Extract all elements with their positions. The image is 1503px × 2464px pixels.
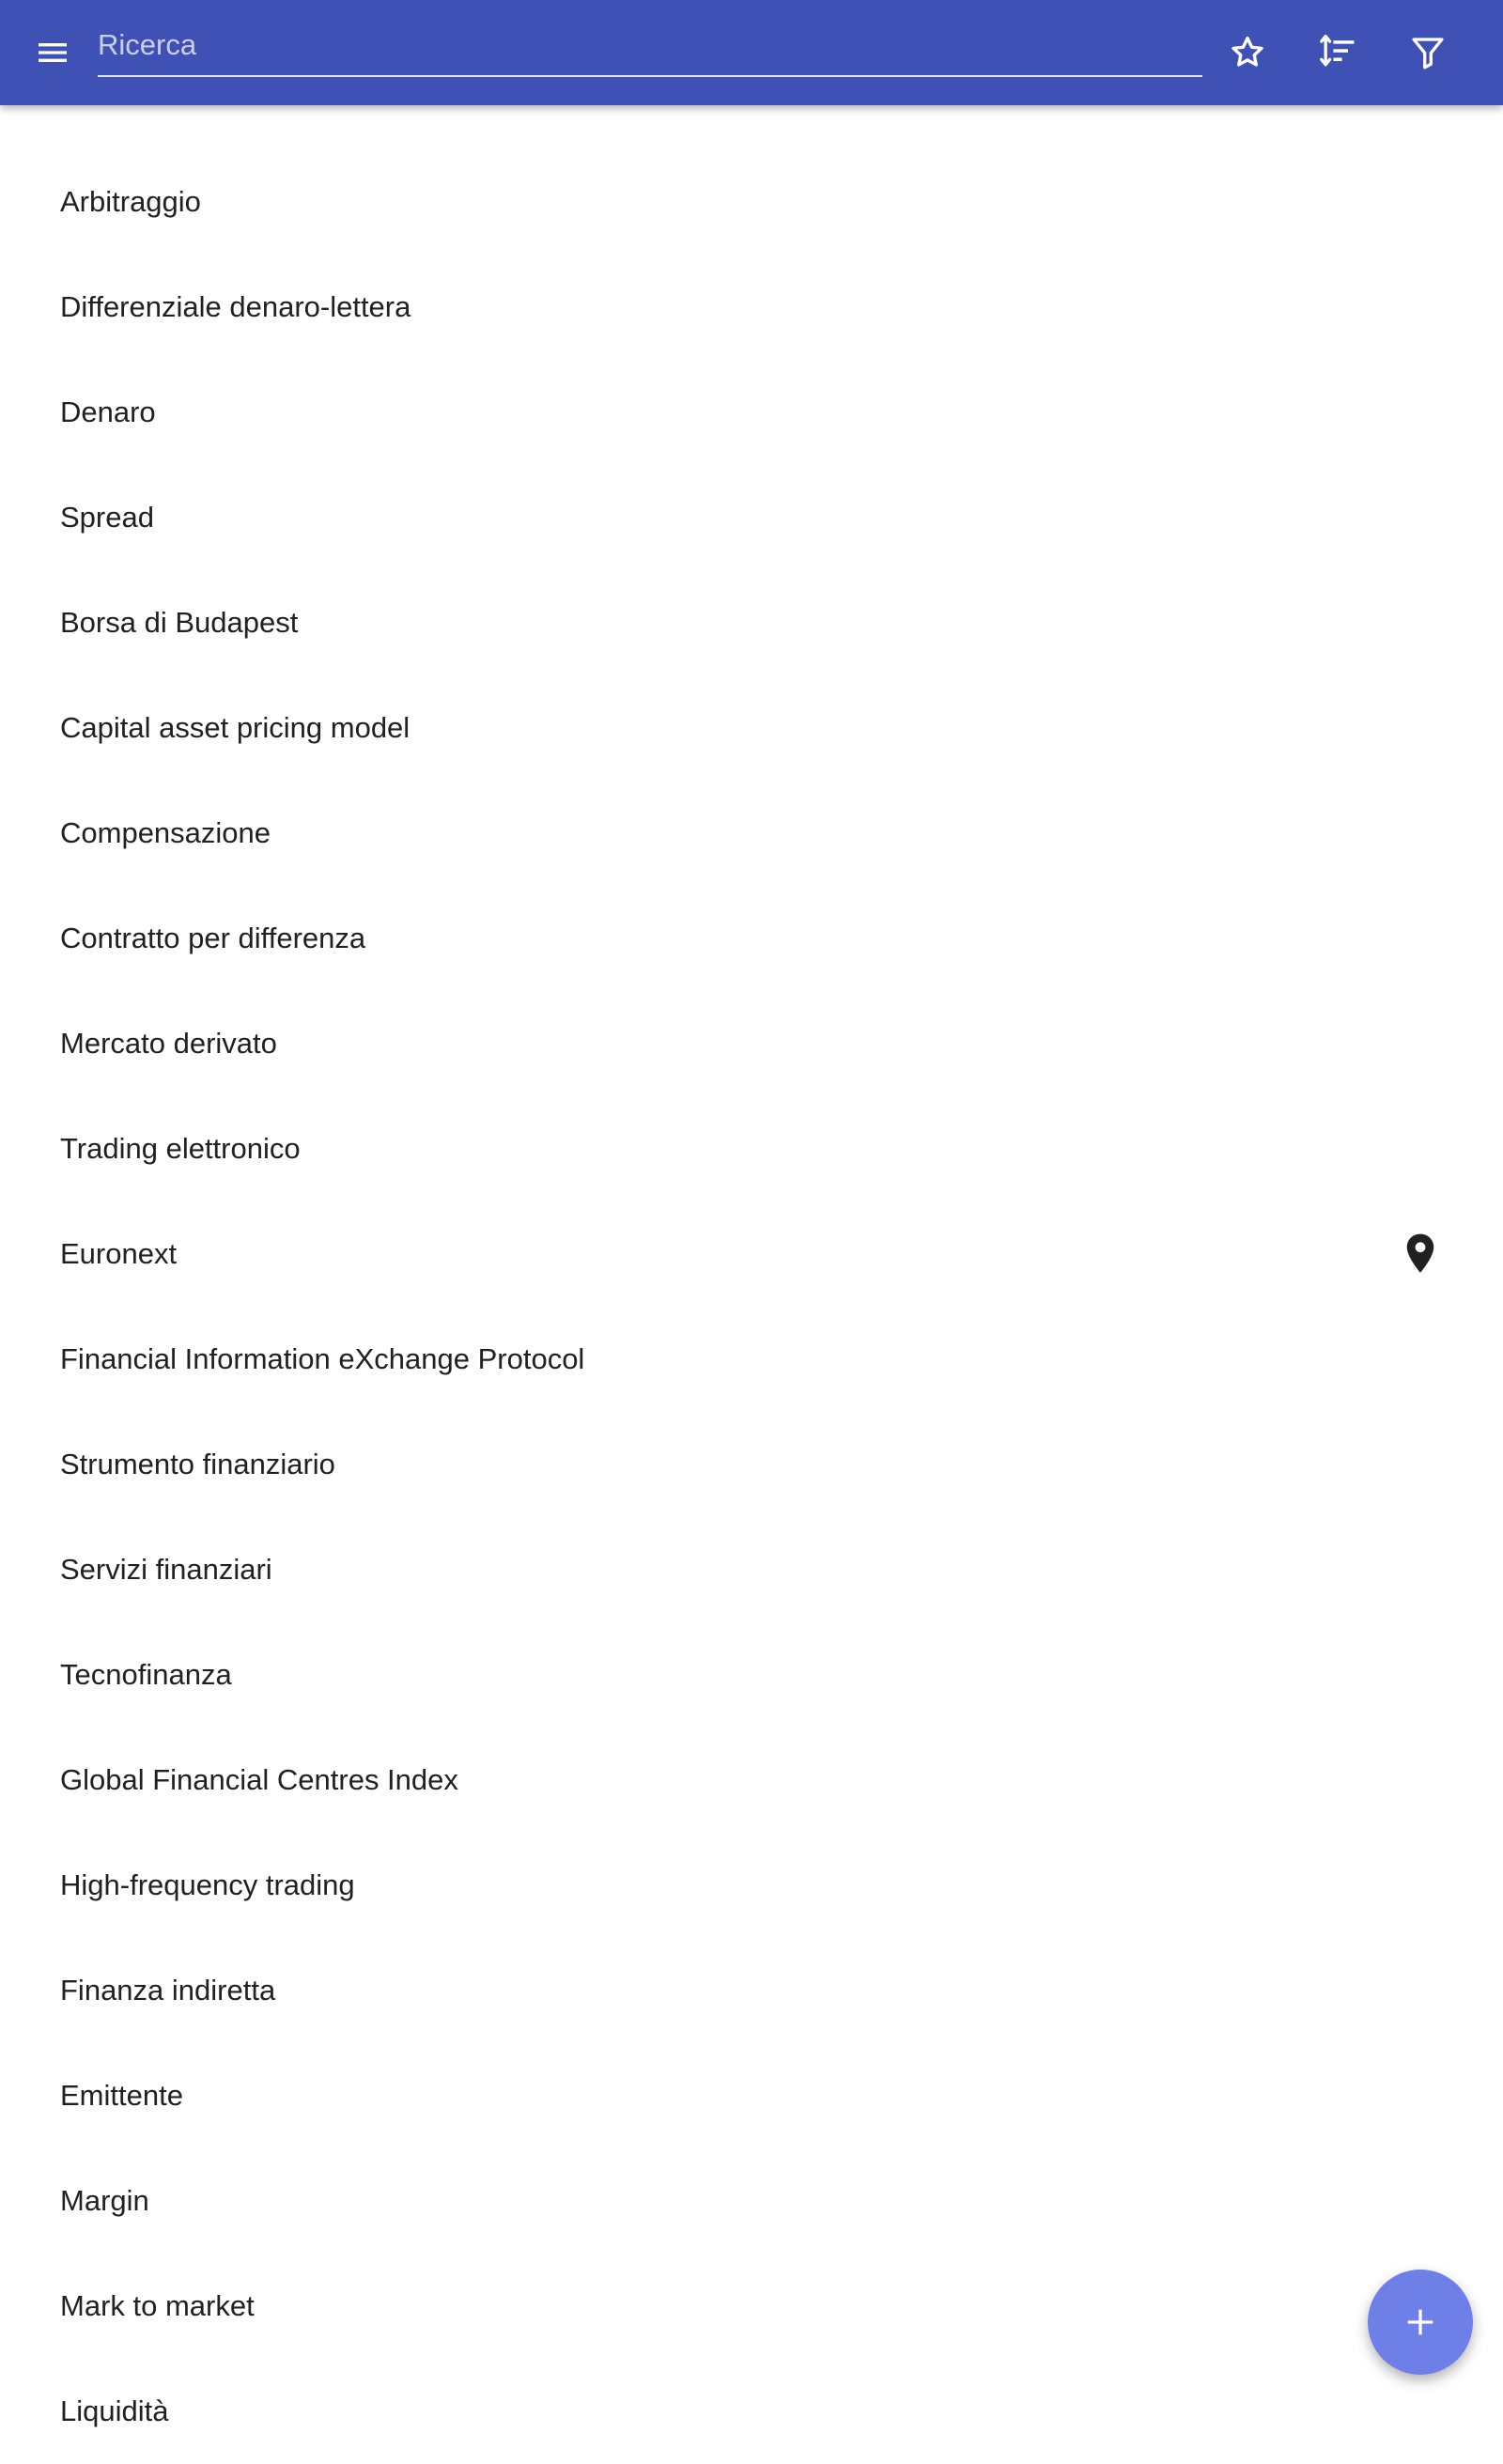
list-item[interactable]	[0, 1201, 1503, 1307]
list-item[interactable]	[0, 1833, 1503, 1938]
list-item[interactable]	[0, 991, 1503, 1096]
list-item-label: Emittente	[60, 2079, 183, 2112]
list-item-label: Mark to market	[60, 2289, 255, 2322]
list-item[interactable]	[0, 1096, 1503, 1201]
list-item-label: Margin	[60, 2184, 149, 2217]
list-item[interactable]	[0, 1728, 1503, 1833]
list-item[interactable]	[0, 1412, 1503, 1517]
list-item[interactable]	[0, 360, 1503, 465]
list-item[interactable]	[0, 675, 1503, 781]
list-item-label: Financial Information eXchange Protocol	[60, 1342, 585, 1375]
list-item[interactable]	[0, 570, 1503, 675]
list-item-label: Compensazione	[60, 816, 271, 849]
list-item-label: Trading elettronico	[60, 1132, 301, 1165]
list-item-label: Arbitraggio	[60, 185, 201, 218]
list-item-label: Contratto per differenza	[60, 922, 366, 954]
menu-icon	[34, 34, 71, 71]
plus-icon	[1402, 2303, 1439, 2341]
sort-button[interactable]	[1308, 23, 1368, 83]
list-item-label: Finanza indiretta	[60, 1974, 276, 2007]
star-outline-icon	[1228, 33, 1267, 72]
list-item-label: Spread	[60, 501, 154, 534]
list-item[interactable]	[0, 1517, 1503, 1622]
list-item[interactable]	[0, 255, 1503, 360]
list-item[interactable]	[0, 886, 1503, 991]
list-item-label: Tecnofinanza	[60, 1658, 232, 1691]
list-item[interactable]	[0, 2148, 1503, 2254]
filter-button[interactable]	[1398, 23, 1458, 83]
list-item-label: Borsa di Budapest	[60, 606, 299, 639]
list-item-label: Differenziale denaro-lettera	[60, 290, 411, 323]
search-field	[98, 17, 1202, 77]
favorites-button[interactable]	[1217, 23, 1278, 83]
app-bar	[0, 0, 1503, 105]
list-item-label: Denaro	[60, 395, 156, 428]
list-item-label: Euronext	[60, 1237, 178, 1270]
map-pin-icon[interactable]	[1398, 1232, 1443, 1277]
list-item[interactable]	[0, 1622, 1503, 1728]
filter-icon	[1408, 33, 1448, 72]
list-item-label: High-frequency trading	[60, 1868, 355, 1901]
list-item[interactable]	[0, 1307, 1503, 1412]
list-item[interactable]	[0, 2359, 1503, 2464]
list-item[interactable]	[0, 465, 1503, 570]
sort-icon	[1317, 32, 1358, 73]
search-input[interactable]	[98, 17, 1202, 73]
list-item-label: Global Financial Centres Index	[60, 1763, 458, 1796]
list-item-label: Servizi finanziari	[60, 1553, 272, 1586]
list-item[interactable]	[0, 781, 1503, 886]
list-item[interactable]	[0, 2043, 1503, 2148]
menu-button[interactable]	[23, 23, 83, 83]
list-item[interactable]	[0, 2254, 1503, 2359]
list-item-label: Strumento finanziario	[60, 1448, 335, 1480]
list-item[interactable]	[0, 1938, 1503, 2043]
list-item-label: Mercato derivato	[60, 1027, 277, 1060]
entry-list	[0, 105, 1503, 2427]
add-button[interactable]	[1368, 2270, 1473, 2375]
list-item[interactable]	[0, 149, 1503, 255]
list-item-label: Capital asset pricing model	[60, 711, 411, 744]
list-item-label: Liquidità	[60, 2394, 169, 2427]
